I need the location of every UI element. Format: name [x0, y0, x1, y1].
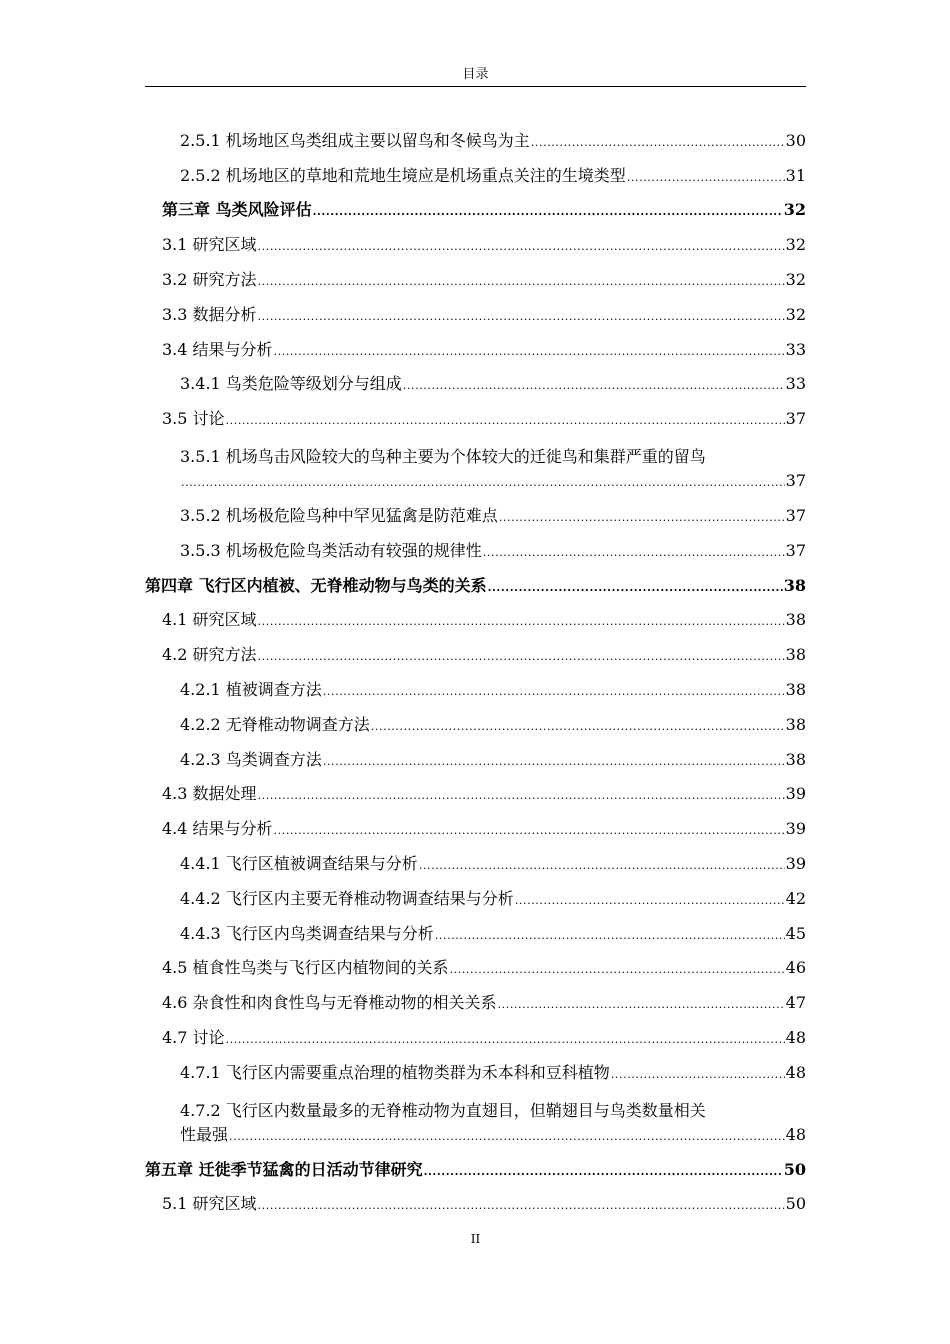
toc-entry-title: 2.5.1 机场地区鸟类组成主要以留鸟和冬候鸟为主 — [180, 130, 530, 150]
toc-entry-page: 38 — [785, 749, 806, 769]
toc-entry-page: 31 — [785, 165, 806, 185]
toc-entry-page: 45 — [785, 923, 806, 943]
toc-entry-title: 3.1 研究区域 — [162, 235, 257, 255]
toc-entry-title: 4.4.1 飞行区植被调查结果与分析 — [180, 853, 418, 873]
toc-entry[interactable] — [145, 847, 806, 882]
toc-entry-title: 3.3 数据分析 — [162, 304, 257, 324]
toc-entry-page: 48 — [785, 1124, 806, 1144]
toc-entry-title: 第三章 鸟类风险评估 — [162, 200, 312, 220]
toc-entry-title: 第五章 迁徙季节猛禽的日活动节律研究 — [145, 1159, 423, 1179]
page-number: II — [470, 1232, 481, 1246]
toc-entry[interactable] — [145, 1021, 806, 1056]
toc-entry-page: 33 — [785, 374, 806, 394]
toc-entry-page: 50 — [783, 1159, 806, 1179]
toc-entry-page: 38 — [785, 679, 806, 699]
toc-entry-page: 37 — [785, 409, 806, 429]
toc-entry-title: 4.7 讨论 — [162, 1027, 225, 1047]
toc-entry-title: 3.5.1 机场鸟击风险较大的鸟种主要为个体较大的迁徙鸟和集群严重的留鸟 — [180, 447, 706, 467]
toc-entry[interactable] — [145, 194, 806, 229]
dot-leader — [226, 1030, 785, 1050]
dot-leader — [450, 960, 785, 980]
dot-leader — [611, 1065, 785, 1085]
toc-entry-title: 3.4.1 鸟类危险等级划分与组成 — [180, 374, 402, 394]
toc-entry[interactable] — [145, 1188, 806, 1223]
toc-entry-title-continued: 性最强 — [180, 1124, 229, 1144]
dot-leader — [313, 202, 783, 222]
toc-entry-page: 30 — [785, 130, 806, 150]
toc-entry[interactable] — [145, 952, 806, 987]
toc-entry[interactable] — [145, 569, 806, 604]
toc-entry-page: 38 — [785, 610, 806, 630]
toc-entry[interactable] — [145, 708, 806, 743]
dot-leader — [499, 508, 785, 528]
toc-entry[interactable] — [145, 778, 806, 813]
dot-leader — [258, 786, 785, 806]
dot-leader — [531, 133, 785, 153]
toc-entry[interactable] — [145, 882, 806, 917]
toc-entry-title: 3.2 研究方法 — [162, 269, 257, 289]
toc-entry-title: 4.2.2 无脊椎动物调查方法 — [180, 714, 370, 734]
dot-leader — [258, 612, 785, 632]
toc-entry-title: 4.5 植食性鸟类与飞行区内植物间的关系 — [162, 958, 449, 978]
toc-entry-page: 39 — [785, 853, 806, 873]
toc-entry[interactable] — [145, 638, 806, 673]
toc-entry-title: 第四章 飞行区内植被、无脊椎动物与鸟类的关系 — [145, 575, 487, 595]
toc-entry[interactable] — [145, 263, 806, 298]
toc-entry-page: 37 — [785, 540, 806, 560]
dot-leader — [258, 237, 785, 257]
toc-entry-page: 32 — [785, 269, 806, 289]
toc-entry-page: 46 — [785, 958, 806, 978]
toc-entry[interactable] — [145, 1091, 806, 1153]
dot-leader — [371, 717, 785, 737]
dot-leader — [488, 578, 783, 598]
dot-leader — [483, 543, 785, 563]
toc-entry-title: 3.4 结果与分析 — [162, 339, 273, 359]
toc-entry-title: 4.7.1 飞行区内需要重点治理的植物类群为禾本科和豆科植物 — [180, 1062, 610, 1082]
toc-entry[interactable] — [145, 604, 806, 639]
dot-leader — [258, 272, 785, 292]
toc-entry-title: 5.1 研究区域 — [162, 1194, 257, 1214]
dot-leader — [181, 473, 785, 493]
header-divider — [145, 86, 806, 87]
dot-leader — [403, 376, 785, 396]
toc-entry-page: 39 — [785, 784, 806, 804]
dot-leader — [498, 995, 785, 1015]
toc-entry-title: 4.2.1 植被调查方法 — [180, 679, 322, 699]
dot-leader — [627, 168, 785, 188]
toc-entry[interactable] — [145, 917, 806, 952]
toc-entry-title: 3.5.3 机场极危险鸟类活动有较强的规律性 — [180, 540, 482, 560]
dot-leader — [274, 821, 785, 841]
toc-entry-title: 4.2 研究方法 — [162, 645, 257, 665]
toc-entry[interactable] — [145, 159, 806, 194]
toc-entry-page: 32 — [785, 304, 806, 324]
toc-entry-title: 4.1 研究区域 — [162, 610, 257, 630]
toc-entry[interactable] — [145, 986, 806, 1021]
toc-entry-page: 37 — [785, 505, 806, 525]
toc-entry[interactable] — [145, 1153, 806, 1188]
toc-entry[interactable] — [145, 298, 806, 333]
dot-leader — [419, 856, 785, 876]
toc-entry[interactable] — [145, 534, 806, 569]
toc-entry-page: 33 — [785, 339, 806, 359]
toc-entry[interactable] — [145, 333, 806, 368]
dot-leader — [424, 1162, 783, 1182]
dot-leader — [258, 1196, 785, 1216]
toc-entry-title: 4.6 杂食性和肉食性鸟与无脊椎动物的相关关系 — [162, 993, 497, 1013]
table-of-contents — [145, 124, 806, 1222]
toc-entry-page: 32 — [785, 235, 806, 255]
dot-leader — [258, 647, 785, 667]
toc-entry-page: 32 — [783, 200, 806, 220]
toc-entry-page: 47 — [785, 993, 806, 1013]
toc-entry[interactable] — [145, 673, 806, 708]
toc-entry[interactable] — [145, 368, 806, 403]
dot-leader — [274, 342, 785, 362]
toc-entry-title: 4.3 数据处理 — [162, 784, 257, 804]
toc-entry[interactable] — [145, 124, 806, 159]
toc-entry[interactable] — [145, 743, 806, 778]
toc-entry[interactable] — [145, 437, 806, 499]
toc-entry-title: 4.4.2 飞行区内主要无脊椎动物调查结果与分析 — [180, 888, 514, 908]
toc-entry-title: 4.7.2 飞行区内数量最多的无脊椎动物为直翅目，但鞘翅目与鸟类数量相关 — [180, 1100, 706, 1120]
toc-entry-page: 48 — [785, 1062, 806, 1082]
toc-entry-page: 38 — [783, 575, 806, 595]
toc-entry-page: 38 — [785, 645, 806, 665]
dot-leader — [323, 682, 785, 702]
toc-entry-page: 42 — [785, 888, 806, 908]
toc-entry-title: 4.4 结果与分析 — [162, 819, 273, 839]
toc-entry-page: 48 — [785, 1027, 806, 1047]
toc-entry[interactable] — [145, 812, 806, 847]
page-header-title: 目录 — [462, 67, 489, 82]
toc-entry-title: 4.2.3 鸟类调查方法 — [180, 749, 322, 769]
toc-entry-page: 37 — [785, 471, 806, 491]
toc-entry[interactable] — [145, 1056, 806, 1091]
toc-entry[interactable] — [145, 228, 806, 263]
toc-entry-page: 38 — [785, 714, 806, 734]
dot-leader — [229, 1127, 785, 1147]
toc-entry-title: 2.5.2 机场地区的草地和荒地生境应是机场重点关注的生境类型 — [180, 165, 626, 185]
toc-entry-title: 3.5 讨论 — [162, 409, 225, 429]
dot-leader — [258, 307, 785, 327]
toc-entry[interactable] — [145, 499, 806, 534]
toc-entry-title: 3.5.2 机场极危险鸟种中罕见猛禽是防范难点 — [180, 505, 498, 525]
toc-entry-page: 39 — [785, 819, 806, 839]
dot-leader — [323, 752, 785, 772]
dot-leader — [226, 411, 785, 431]
toc-entry-page: 50 — [785, 1194, 806, 1214]
dot-leader — [515, 891, 785, 911]
toc-entry-title: 4.4.3 飞行区内鸟类调查结果与分析 — [180, 923, 434, 943]
toc-entry[interactable] — [145, 402, 806, 437]
dot-leader — [435, 926, 785, 946]
